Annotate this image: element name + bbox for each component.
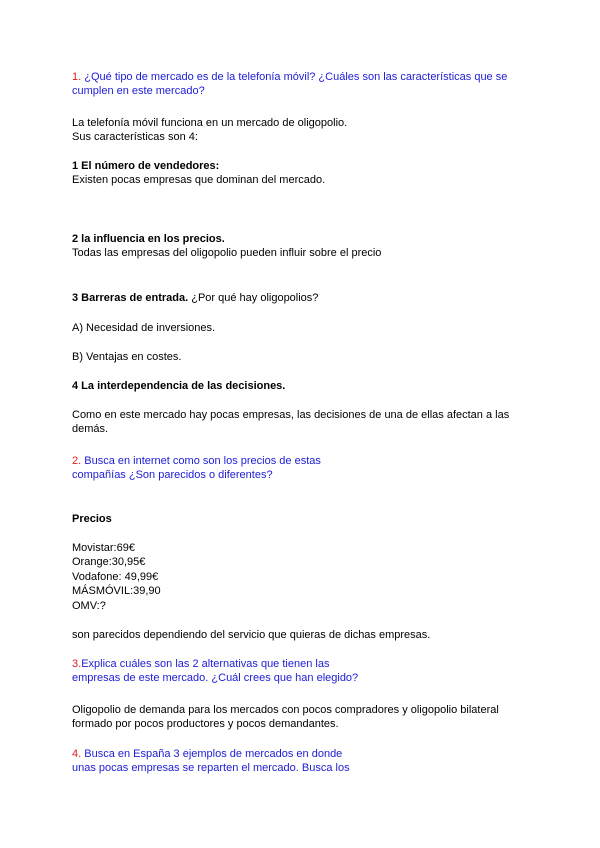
characteristic-1-title: 1 El número de vendedores:: [72, 160, 220, 172]
characteristic-3-option-b: B) Ventajas en costes.: [72, 351, 182, 363]
question-2: [72, 454, 532, 483]
answer-3: [72, 703, 532, 732]
answer-1-line-2: Sus características son 4:: [72, 131, 198, 144]
question-4-line-1: Busca en España 3 ejemplos de mercados en donde: [81, 748, 343, 760]
question-1-number: 1.: [72, 71, 82, 83]
question-2-line-1: Busca en internet como son los precios de estas: [81, 455, 321, 467]
price-item-masmovil: MÁSMÓVIL:39,90: [72, 585, 161, 598]
prices-conclusion: son parecidos dependiendo del servicio que quieras de dichas empresas.: [72, 629, 431, 641]
prices-title-text: Precios: [72, 513, 112, 525]
price-item-orange: Orange:30,95€: [72, 556, 146, 569]
answer-3-line-2: formado por pocos productores y pocos demandantes.: [72, 718, 339, 731]
question-3-line-2: empresas de este mercado. ¿Cuál crees que han elegido?: [72, 672, 359, 685]
characteristic-4-line-1: Como en este mercado hay pocas empresas, las decisiones de una de ellas afectan a las: [72, 409, 510, 421]
characteristic-1-text: Existen pocas empresas que dominan del mercado.: [72, 174, 326, 187]
question-4-number: 4.: [72, 748, 82, 760]
prices-title: [72, 512, 532, 526]
characteristic-1: [72, 159, 532, 188]
question-1-line-2: cumplen en este mercado?: [72, 85, 205, 98]
price-item-omv: OMV:?: [72, 599, 106, 612]
characteristic-3: [72, 291, 532, 305]
characteristic-2: [72, 232, 532, 261]
characteristic-3-question: ¿Por qué hay oligopolios?: [188, 292, 319, 304]
characteristic-3-option-a: A) Necesidad de inversiones.: [72, 322, 216, 334]
price-item-movistar: Movistar:69€: [72, 542, 135, 554]
characteristic-4-text: [72, 408, 532, 437]
question-1-line-1: ¿Qué tipo de mercado es de la telefonía móvil? ¿Cuáles son las características que se: [84, 71, 508, 83]
characteristic-3-title: 3 Barreras de entrada.: [72, 292, 189, 304]
answer-1-line-1: La telefonía móvil funciona en un mercado de oligopolio.: [72, 117, 348, 129]
characteristic-4-title: 4 La interdependencia de las decisiones.: [72, 380, 286, 392]
characteristic-4-line-2: demás.: [72, 423, 109, 436]
question-4: [72, 747, 532, 776]
price-list: [72, 541, 532, 613]
characteristic-2-title: 2 la influencia en los precios.: [72, 233, 225, 245]
question-3-line-1: Explica cuáles son las 2 alternativas que tienen las: [81, 658, 330, 670]
question-3: [72, 657, 532, 686]
characteristic-4: [72, 379, 532, 393]
characteristic-2-text: Todas las empresas del oligopolio pueden influir sobre el precio: [72, 247, 382, 260]
question-1: [72, 70, 532, 99]
question-2-number: 2.: [72, 455, 82, 467]
question-3-number: 3.: [72, 658, 82, 670]
question-4-line-2: unas pocas empresas se reparten el mercado. Busca los: [72, 762, 350, 775]
price-item-vodafone: Vodafone: 49,99€: [72, 570, 159, 583]
answer-3-line-1: Oligopolio de demanda para los mercados con pocos compradores y oligopolio bilateral: [72, 704, 499, 716]
answer-1: [72, 116, 532, 145]
question-2-line-2: compañías ¿Son parecidos o diferentes?: [72, 469, 273, 482]
